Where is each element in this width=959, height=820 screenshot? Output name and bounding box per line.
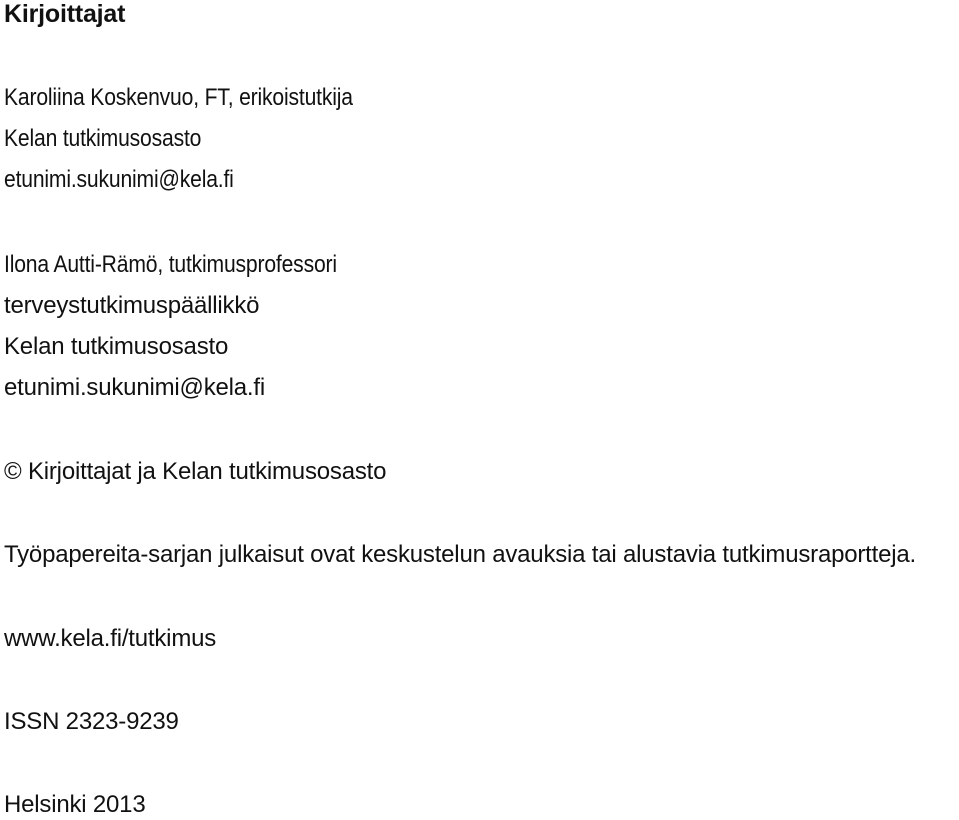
author2-role: terveystutkimuspäällikkö xyxy=(4,292,260,319)
series-note: Työpapereita-sarjan julkaisut ovat keskustelun avauksia tai alustavia tutkimusraportteja. xyxy=(4,541,917,568)
place-year: Helsinki 2013 xyxy=(4,791,146,818)
website-link: www.kela.fi/tutkimus xyxy=(4,625,217,652)
author1-name-title: Karoliina Koskenvuo, FT, erikoistutkija xyxy=(4,84,353,111)
issn-number: ISSN 2323-9239 xyxy=(4,708,179,735)
author1-email: etunimi.sukunimi@kela.fi xyxy=(4,166,234,193)
author2-department: Kelan tutkimusosasto xyxy=(4,333,229,360)
author1-department: Kelan tutkimusosasto xyxy=(4,125,202,152)
author2-email: etunimi.sukunimi@kela.fi xyxy=(4,374,265,401)
copyright-notice: © Kirjoittajat ja Kelan tutkimusosasto xyxy=(4,458,387,485)
author2-name-title: Ilona Autti-Rämö, tutkimusprofessori xyxy=(4,251,337,278)
page-title: Kirjoittajat xyxy=(4,0,126,28)
